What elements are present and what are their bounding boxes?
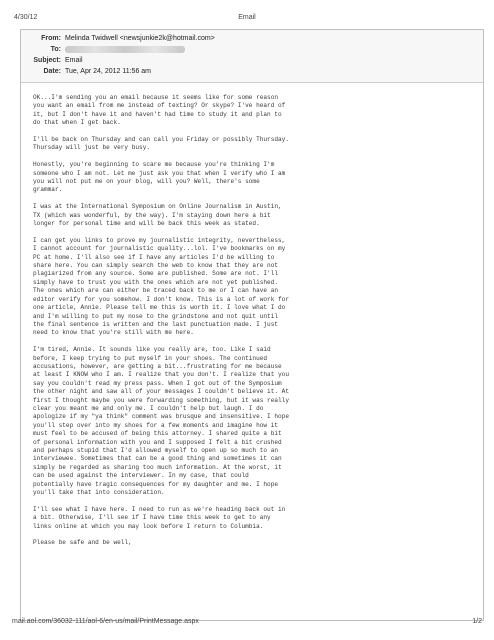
message-paragraph: I can get you links to prove my journalistic integrity, nevertheless, I cannot account for journalistic quality...lol. I've bookmarks on my PC at home. I'll also see if I have any articles I'd be willing to share here. You can simply search the web to know that they are not plagiarized from any source. Some are published. Some are not. I'll simply have to trust you with the ones which are not yet published. The ones which are can either be traced back to me or I can have an editor verify for you somehow. I don't know. This is a lot of work for one article, Annie. Please tell me this is worth it. I love what I do and I'm willing to put my nose to the grindstone and not quit until the final sentence is written and the last punctuation made. I just need to know that you're still with me here.: [33, 236, 289, 337]
message-paragraph: I'll be back on Thursday and can call you Friday or possibly Thursday. Thursday will just be very busy.: [33, 136, 289, 152]
date-value: Tue, Apr 24, 2012 11:56 am: [65, 68, 152, 75]
subject-value: Email: [65, 57, 83, 64]
subject-label: Subject:: [33, 57, 61, 64]
message-paragraph: I'll see what I have here. I need to run as we're heading back out in a bit. Otherwise, I'll see if I have time this week to get to any links online at which you may look before I return to Columbia.: [33, 505, 286, 530]
message-signoff: Please be safe and be well,: [33, 539, 132, 547]
date-row: [21, 66, 483, 77]
from-label: From:: [41, 35, 61, 42]
date-label: Date:: [43, 68, 61, 75]
print-footer: [12, 618, 482, 630]
from-value[interactable]: Melinda Twidwell <newsjunkie2k@hotmail.com>: [65, 35, 215, 42]
to-row: [21, 44, 483, 55]
to-label: To:: [50, 46, 61, 53]
page-number: 1/2: [472, 618, 482, 625]
redaction-blur: [65, 46, 185, 53]
email-headers: [21, 30, 483, 83]
print-date: 4/30/12: [14, 14, 38, 21]
print-title: Email: [238, 14, 256, 21]
print-url: mail.aol.com/36032-111/aol-6/en-us/mail/PrintMessage.aspx: [12, 618, 199, 625]
message-paragraph: OK...I'm sending you an email because it seems like for some reason you want an email from me instead of texting? Or skype? I've heard of it, but I don't have it and haven't had time to study it and plan to do that when I get back.: [33, 94, 286, 127]
email-sheet: [20, 29, 484, 621]
message-paragraph: I was at the International Symposium on Online Journalism in Austin, TX (which was wonderful, by the way). I'm staying down here a bit longer for personal time and will be back this week as stated.: [33, 203, 282, 228]
message-paragraph: Honestly, you're beginning to scare me because you're thinking I'm someone who I am not. Let me just ask you that when I verify who I am you will not put me on your blog, will you? Well, there's some grammar.: [33, 161, 286, 194]
print-header: [14, 14, 480, 26]
message-body: [33, 94, 471, 620]
subject-row: [21, 55, 483, 66]
from-row: [21, 33, 483, 44]
message-paragraph: I'm tired, Annie. It sounds like you really are, too. Like I said before, I keep trying to put myself in your shoes. The continued accusations, however, are getting a bit...frustrating for me because at least I KNOW who I am. I realize that you don't. I realize that you say you couldn't read my press pass. When I got out of the Symposium the other night and saw all of your messages I couldn't believe it. At first I thought maybe you were forwarding something, but it was really clear you meant me and only me. I couldn't help but laugh. I do apologize if my "ya think" comment was brusque and insensitive. I hope you'll step over into my shoes for a few moments and imagine how it must feel to be accused of being this attorney. I shared quite a bit of personal information with you and I supposed I felt a bit crushed and perhaps stupid that I'd allowed myself to open up so much to an interviewee. Sometimes that can be a good thing and sometimes it can simply be regarded as sharing too much information. At the worst, it can be used against the interviewer. In my case, that could potentially have tragic consequences for my daughter and me. I hope you'll take that into consideration.: [33, 346, 289, 497]
